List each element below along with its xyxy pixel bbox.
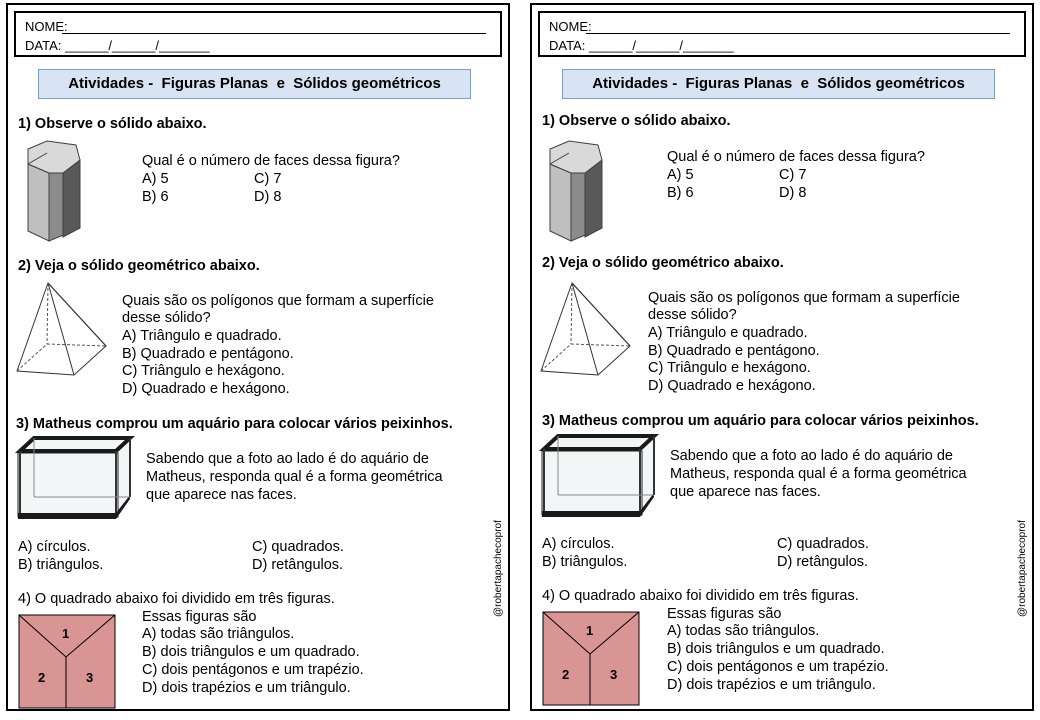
pentagonal-prism-image xyxy=(546,137,606,243)
q3-text-line3: que aparece nas faces. xyxy=(670,484,821,500)
q4-prompt: 4) O quadrado abaixo foi dividido em três figuras. xyxy=(542,588,859,604)
q4-question: Essas figuras são xyxy=(667,606,782,622)
q1-question: Qual é o número de faces dessa figura? xyxy=(667,149,925,165)
q4-option-b: B) dois triângulos e um quadrado. xyxy=(667,641,885,657)
q2-option-d: D) Quadrado e hexágono. xyxy=(648,378,816,394)
q4-region-label-3: 3 xyxy=(86,670,94,685)
q4-option-d: D) dois trapézios e um triângulo. xyxy=(667,677,876,693)
aquarium-image xyxy=(540,435,656,519)
pyramid-image xyxy=(14,281,106,377)
name-label: NOME: xyxy=(25,19,68,34)
q2-prompt: 2) Veja o sólido geométrico abaixo. xyxy=(18,258,260,274)
q1-option-c: C) 7 xyxy=(254,171,282,187)
q4-option-a: A) todas são triângulos. xyxy=(142,626,295,642)
q3-option-a: A) círculos. xyxy=(18,539,91,555)
q1-prompt: 1) Observe o sólido abaixo. xyxy=(18,116,207,132)
q2-option-d: D) Quadrado e hexágono. xyxy=(122,381,290,397)
worksheet-title: Atividades - Figuras Planas e Sólidos geométricos xyxy=(38,69,471,99)
divided-square-image xyxy=(18,614,116,709)
worksheet-right xyxy=(530,3,1034,711)
q3-prompt: 3) Matheus comprou um aquário para colocar vários peixinhos. xyxy=(542,413,979,429)
q2-option-c: C) Triângulo e hexágono. xyxy=(648,360,811,376)
q2-option-b: B) Quadrado e pentágono. xyxy=(648,343,820,359)
student-header xyxy=(14,11,502,57)
q4-region-label-3: 3 xyxy=(610,667,618,682)
divided-square-image xyxy=(542,611,640,706)
q1-option-d: D) 8 xyxy=(254,189,282,205)
q2-question-line2: desse sólido? xyxy=(122,310,211,326)
q4-option-a: A) todas são triângulos. xyxy=(667,623,820,639)
q4-region-label-2: 2 xyxy=(38,670,46,685)
name-field-line xyxy=(62,33,486,34)
aquarium-image xyxy=(16,437,132,521)
q1-option-b: B) 6 xyxy=(142,189,169,205)
q3-text-line3: que aparece nas faces. xyxy=(146,487,297,503)
q1-prompt: 1) Observe o sólido abaixo. xyxy=(542,113,731,129)
pyramid-image xyxy=(538,281,630,377)
date-label: DATA: ______/______/_______ xyxy=(25,38,210,53)
q4-region-label-1: 1 xyxy=(586,623,594,638)
q3-option-b: B) triângulos. xyxy=(542,554,628,570)
q1-option-a: A) 5 xyxy=(142,171,169,187)
q3-text-line1: Sabendo que a foto ao lado é do aquário de xyxy=(670,448,953,464)
name-field-line xyxy=(586,33,1010,34)
q3-option-d: D) retângulos. xyxy=(252,557,344,573)
pentagonal-prism-image xyxy=(24,137,84,243)
q1-question: Qual é o número de faces dessa figura? xyxy=(142,153,400,169)
q3-option-a: A) círculos. xyxy=(542,536,615,552)
worksheet-left xyxy=(6,3,510,711)
q4-option-d: D) dois trapézios e um triângulo. xyxy=(142,680,351,696)
q3-text-line1: Sabendo que a foto ao lado é do aquário de xyxy=(146,451,429,467)
q2-question-line1: Quais são os polígonos que formam a superfície xyxy=(648,290,960,306)
q3-option-d: D) retângulos. xyxy=(777,554,869,570)
q4-region-label-1: 1 xyxy=(62,626,70,641)
q1-option-d: D) 8 xyxy=(779,185,807,201)
q4-option-b: B) dois triângulos e um quadrado. xyxy=(142,644,360,660)
q3-text-line2: Matheus, responda qual é a forma geométrica xyxy=(670,466,967,482)
author-watermark: @robertapachecoprof xyxy=(1017,520,1028,617)
q3-option-c: C) quadrados. xyxy=(777,536,869,552)
q3-prompt: 3) Matheus comprou um aquário para colocar vários peixinhos. xyxy=(16,416,453,432)
q2-option-c: C) Triângulo e hexágono. xyxy=(122,363,285,379)
q2-option-a: A) Triângulo e quadrado. xyxy=(122,328,282,344)
q1-option-a: A) 5 xyxy=(667,167,694,183)
q3-option-b: B) triângulos. xyxy=(18,557,104,573)
q2-option-b: B) Quadrado e pentágono. xyxy=(122,346,294,362)
q4-option-c: C) dois pentágonos e um trapézio. xyxy=(142,662,364,678)
q2-option-a: A) Triângulo e quadrado. xyxy=(648,325,808,341)
name-label: NOME: xyxy=(549,19,592,34)
q4-region-label-2: 2 xyxy=(562,667,570,682)
q4-question: Essas figuras são xyxy=(142,609,257,625)
q2-prompt: 2) Veja o sólido geométrico abaixo. xyxy=(542,255,784,271)
student-header xyxy=(538,11,1026,57)
q1-option-c: C) 7 xyxy=(779,167,807,183)
q4-prompt: 4) O quadrado abaixo foi dividido em três figuras. xyxy=(18,591,335,607)
author-watermark: @robertapachecoprof xyxy=(493,520,504,617)
q2-question-line2: desse sólido? xyxy=(648,307,737,323)
q2-question-line1: Quais são os polígonos que formam a superfície xyxy=(122,293,434,309)
q3-text-line2: Matheus, responda qual é a forma geométrica xyxy=(146,469,443,485)
q1-option-b: B) 6 xyxy=(667,185,694,201)
q3-option-c: C) quadrados. xyxy=(252,539,344,555)
q4-option-c: C) dois pentágonos e um trapézio. xyxy=(667,659,889,675)
date-label: DATA: ______/______/_______ xyxy=(549,38,734,53)
worksheet-title: Atividades - Figuras Planas e Sólidos geométricos xyxy=(562,69,995,99)
